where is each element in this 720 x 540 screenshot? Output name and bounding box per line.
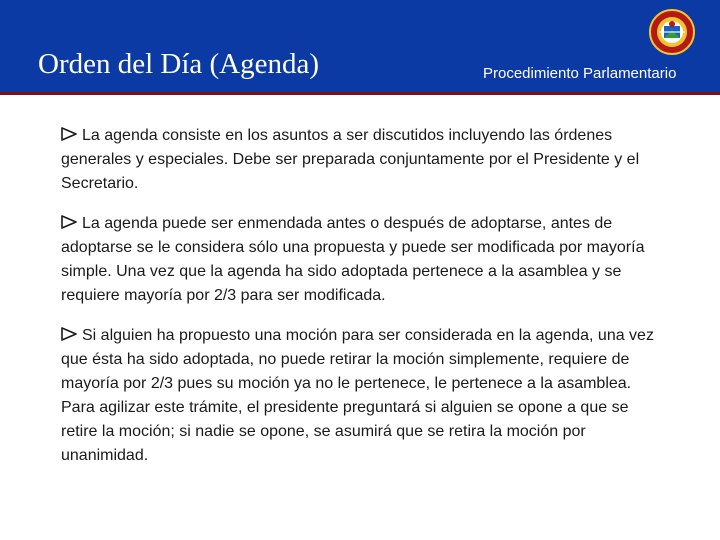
- arrow-bullet-icon: [61, 327, 77, 341]
- institution-seal-icon: [648, 8, 696, 56]
- bullet-item-3: [61, 324, 661, 468]
- arrow-bullet-icon: [61, 127, 77, 141]
- page-subtitle: Procedimiento Parlamentario: [483, 65, 677, 82]
- bullet-item-1: [61, 124, 661, 196]
- bullet-text-3: Si alguien ha propuesto una moción para ser considerada en la agenda, una vez que ésta ha sido adoptada, no puede retirar la moción simplemente, requiere de mayoría por 2/3 pues su moción ya no le pertenece, le pertenece a la asamblea. Para agilizar este trámite, el presidente preguntará si alguien se opone a que se retire la moción; si nadie se opone, se asumirá que se retira la moción por unanimidad.: [61, 327, 654, 464]
- bullet-list: [61, 124, 661, 484]
- bullet-text-1: La agenda consiste en los asuntos a ser discutidos incluyendo las órdenes generales y especiales. Debe ser preparada conjuntamente por el Presidente y el Secretario.: [61, 127, 640, 192]
- header-bar: [0, 0, 720, 92]
- page-title: Orden del Día (Agenda): [38, 48, 320, 80]
- header-divider: [0, 92, 720, 95]
- bullet-item-2: [61, 212, 661, 308]
- arrow-bullet-icon: [61, 215, 77, 229]
- bullet-text-2: La agenda puede ser enmendada antes o después de adoptarse, antes de adoptarse se le considera sólo una propuesta y puede ser modificada por mayoría simple. Una vez que la agenda ha sido adoptada pertenece a la asamblea y se requiere mayoría por 2/3 para ser modificada.: [61, 215, 645, 304]
